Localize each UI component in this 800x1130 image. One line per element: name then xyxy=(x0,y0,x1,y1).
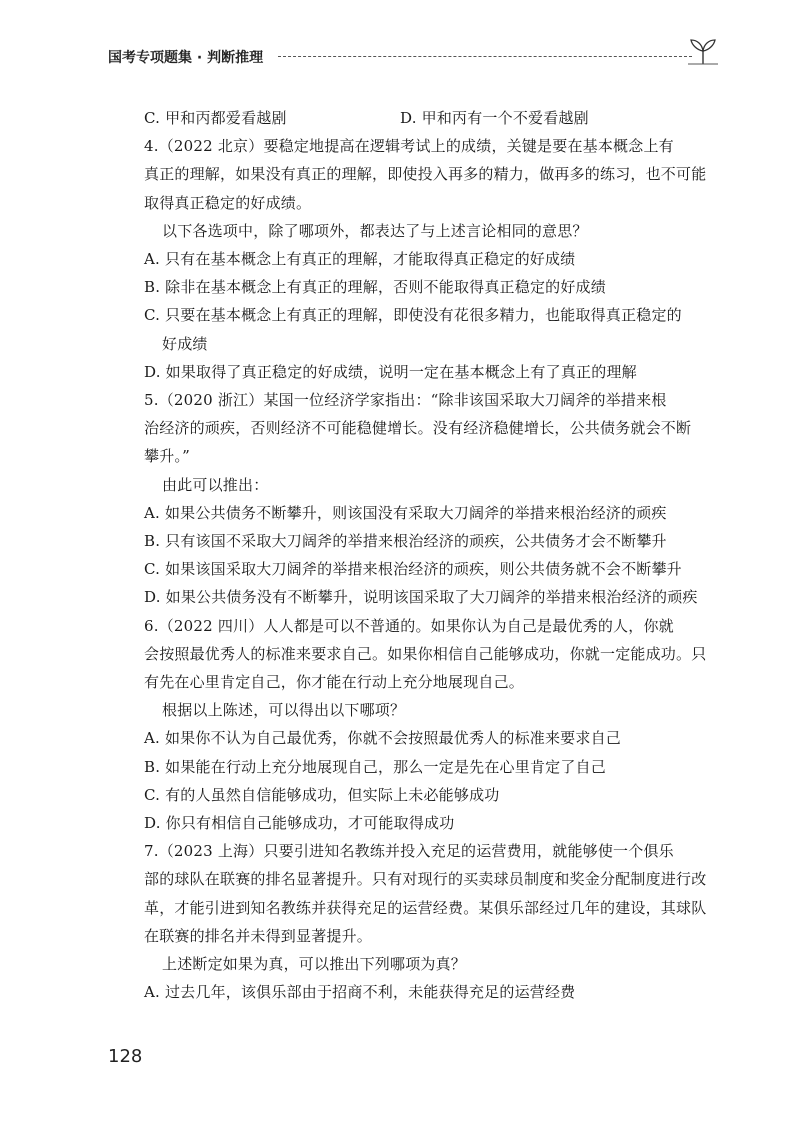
question-6-line-2: 会按照最优秀人的标准来要求自己。如果你相信自己能够成功，你就一定能成功。只 xyxy=(144,644,707,663)
question-6-option-b: B. 如果能在行动上充分地展现自己，那么一定是先在心里肯定了自己 xyxy=(144,757,606,776)
question-4-option-a: A. 只有在基本概念上有真正的理解，才能取得真正稳定的好成绩 xyxy=(144,250,576,269)
page-number: 128 xyxy=(108,1046,143,1067)
question-7-line-4: 在联赛的排名并未得到显著提升。 xyxy=(144,926,373,945)
question-7-line-3: 革，才能引进到知名教练并获得充足的运营经费。某俱乐部经过几年的建设，其球队 xyxy=(144,898,707,917)
question-7-line-1: 7.（2023 上海）只要引进知名教练并投入充足的运营费用，就能够使一个俱乐 xyxy=(144,842,674,861)
option-d: D. 甲和丙有一个不爱看越剧 xyxy=(400,109,589,127)
question-5-stem: 由此可以推出： xyxy=(162,475,269,494)
header-title: 国考专项题集 · 判断推理 xyxy=(108,50,264,66)
question-7-line-2: 部的球队在联赛的排名显著提升。只有对现行的买卖球员制度和奖金分配制度进行改 xyxy=(144,870,707,889)
question-5-option-a: A. 如果公共债务不断攀升，则该国没有采取大刀阔斧的举措来根治经济的顽疾 xyxy=(144,503,667,522)
sprout-icon xyxy=(688,37,718,65)
question-6-line-3: 有先在心里肯定自己，你才能在行动上充分地展现自己。 xyxy=(144,673,525,692)
question-6-option-a: A. 如果你不认为自己最优秀，你就不会按照最优秀人的标准来要求自己 xyxy=(144,729,621,748)
question-5-line-3: 攀升。” xyxy=(144,447,190,466)
question-4-option-c: C. 只要在基本概念上有真正的理解，即使没有花很多精力，也能取得真正稳定的 xyxy=(144,306,682,325)
options-row xyxy=(144,104,704,132)
question-6-stem: 根据以上陈述，可以得出以下哪项？ xyxy=(162,701,406,720)
question-6-option-d: D. 你只有相信自己能够成功，才可能取得成功 xyxy=(144,814,455,833)
question-5-option-d: D. 如果公共债务没有不断攀升，说明该国采取了大刀阔斧的举措来根治经济的顽疾 xyxy=(144,588,698,607)
question-5-line-2: 治经济的顽疾，否则经济不可能稳健增长。没有经济稳健增长，公共债务就会不断 xyxy=(144,419,692,438)
question-4-line-1: 4.（2022 北京）要稳定地提高在逻辑考试上的成绩，关键是要在基本概念上有 xyxy=(144,137,674,156)
question-4-option-c-continued: 好成绩 xyxy=(162,334,208,353)
question-6-option-c: C. 有的人虽然自信能够成功，但实际上未必能够成功 xyxy=(144,785,500,804)
question-4-stem: 以下各选项中，除了哪项外，都表达了与上述言论相同的意思？ xyxy=(162,221,588,240)
question-7-option-a: A. 过去几年，该俱乐部由于招商不利，未能获得充足的运营经费 xyxy=(144,983,576,1002)
question-4-option-d: D. 如果取得了真正稳定的好成绩，说明一定在基本概念上有了真正的理解 xyxy=(144,362,637,381)
running-header xyxy=(108,43,718,71)
header-divider xyxy=(278,56,692,57)
page-body xyxy=(144,104,707,1007)
question-6-line-1: 6.（2022 四川）人人都是可以不普通的。如果你认为自己是最优秀的人，你就 xyxy=(144,616,674,635)
question-5-line-1: 5.（2020 浙江）某国一位经济学家指出：“除非该国采取大刀阔斧的举措来根 xyxy=(144,391,667,410)
question-5-option-c: C. 如果该国采取大刀阔斧的举措来根治经济的顽疾，则公共债务就不会不断攀升 xyxy=(144,560,682,579)
question-4-option-b: B. 除非在基本概念上有真正的理解，否则不能取得真正稳定的好成绩 xyxy=(144,278,606,297)
option-c: C. 甲和丙都爱看越剧 xyxy=(144,109,287,127)
question-4-line-2: 真正的理解，如果没有真正的理解，即使投入再多的精力，做再多的练习，也不可能 xyxy=(144,165,707,184)
question-5-option-b: B. 只有该国不采取大刀阔斧的举措来根治经济的顽疾，公共债务才会不断攀升 xyxy=(144,532,667,551)
question-7-stem: 上述断定如果为真，可以推出下列哪项为真？ xyxy=(162,955,467,974)
question-4-line-3: 取得真正稳定的好成绩。 xyxy=(144,193,312,212)
